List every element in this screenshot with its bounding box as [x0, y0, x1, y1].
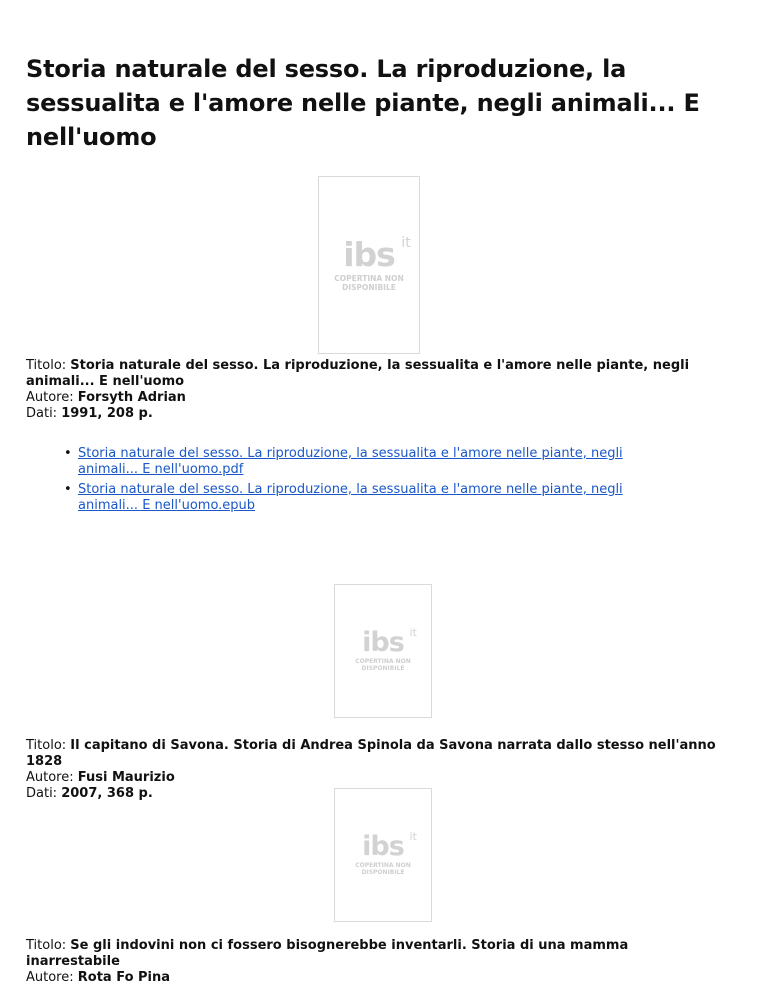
- book-cover-placeholder: [318, 176, 420, 354]
- ibs-logo-suffix: it: [409, 830, 417, 844]
- ibs-logo-suffix: it: [409, 626, 417, 640]
- book-cover-placeholder: [334, 584, 432, 718]
- ibs-logo: [362, 830, 417, 863]
- book-details: [26, 358, 726, 422]
- download-list: [64, 446, 664, 518]
- title-label: Titolo:: [26, 738, 67, 753]
- book-title: Storia naturale del sesso. La riproduzione, la sessualita e l'amore nelle piante, negli animali... E nell'uomo: [26, 358, 690, 389]
- author-label: Autore:: [26, 970, 74, 985]
- book-details: [26, 938, 726, 986]
- ibs-logo-text: ibs: [362, 831, 404, 863]
- book-title-row: [26, 358, 726, 390]
- download-link-pdf[interactable]: Storia naturale del sesso. La riproduzione, la sessualita e l'amore nelle piante, negli animali... E nell'uomo.pdf: [78, 446, 623, 477]
- book-title: Il capitano di Savona. Storia di Andrea Spinola da Savona narrata dallo stesso nell'anno 1828: [26, 738, 716, 769]
- author-label: Autore:: [26, 770, 74, 785]
- bullet: •: [64, 446, 72, 461]
- page-title: Storia naturale del sesso. La riproduzione, la sessualita e l'amore nelle piante, negli animali... E nell'uomo: [26, 55, 700, 151]
- title-label: Titolo:: [26, 938, 67, 953]
- title-label: Titolo:: [26, 358, 67, 373]
- book-author-row: [26, 390, 726, 406]
- book-data-row: [26, 406, 726, 422]
- cover-unavailable-caption: COPERTINA NON DISPONIBILE: [355, 658, 411, 672]
- data-label: Dati:: [26, 786, 58, 801]
- book-author: Rota Fo Pina: [77, 970, 171, 985]
- ibs-logo-suffix: it: [401, 234, 411, 251]
- book-title-row: [26, 738, 726, 770]
- cover-unavailable-caption: COPERTINA NON DISPONIBILE: [355, 862, 411, 876]
- book-author-row: [26, 970, 726, 986]
- ibs-logo-text: ibs: [343, 234, 395, 274]
- download-link-epub[interactable]: Storia naturale del sesso. La riproduzione, la sessualita e l'amore nelle piante, negli animali... E nell'uomo.epub: [78, 482, 623, 513]
- book-author: Fusi Maurizio: [77, 770, 175, 785]
- book-data: 1991, 208 p.: [61, 406, 153, 421]
- cover-unavailable-caption: COPERTINA NON DISPONIBILE: [334, 273, 404, 292]
- list-item: [64, 482, 664, 514]
- book-cover-placeholder: [334, 788, 432, 922]
- ibs-logo-text: ibs: [362, 627, 404, 659]
- data-label: Dati:: [26, 406, 58, 421]
- list-item: [64, 446, 664, 478]
- book-author-row: [26, 770, 726, 786]
- book-author: Forsyth Adrian: [77, 390, 186, 405]
- ibs-logo: [362, 626, 417, 659]
- ibs-logo: [343, 234, 411, 274]
- book-title: Se gli indovini non ci fossero bisognerebbe inventarli. Storia di una mamma inarrestabile: [26, 938, 629, 969]
- book-data: 2007, 368 p.: [61, 786, 153, 801]
- bullet: •: [64, 482, 72, 497]
- book-title-row: [26, 938, 726, 970]
- author-label: Autore:: [26, 390, 74, 405]
